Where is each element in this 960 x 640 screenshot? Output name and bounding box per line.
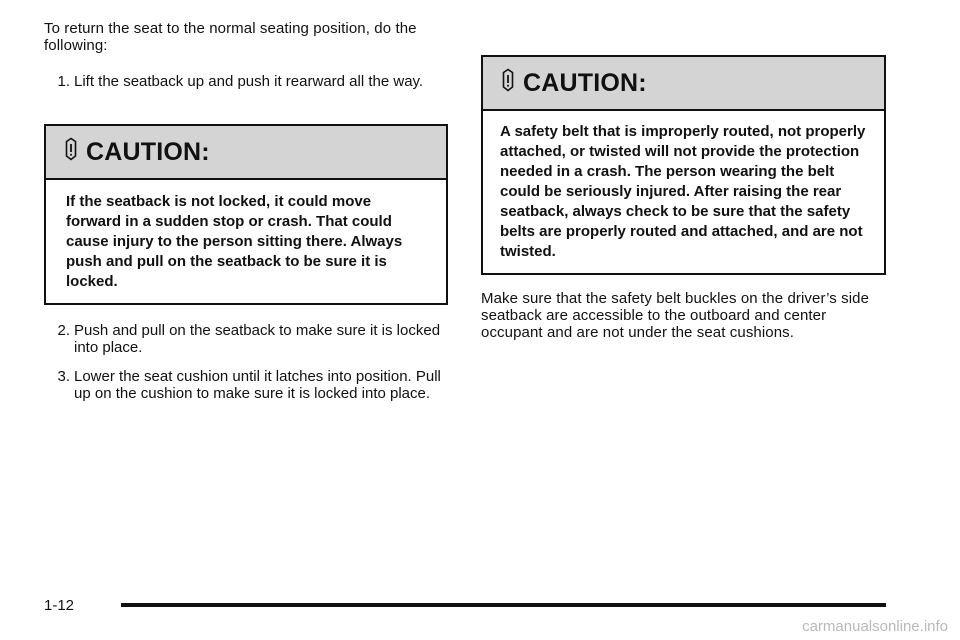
list-item bbox=[44, 322, 448, 356]
step-number: 3. bbox=[57, 368, 70, 385]
steps-list-first bbox=[44, 73, 448, 90]
step-text: Lift the seatback up and push it rearward all the way. bbox=[74, 73, 424, 90]
intro-paragraph: To return the seat to the normal seating position, do the following: bbox=[44, 20, 417, 54]
step-text: Lower the seat cushion until it latches into position. Pull up on the cushion to make sure it is locked into place. bbox=[74, 368, 441, 402]
step-number: 2. bbox=[57, 322, 70, 339]
caution-text: If the seatback is not locked, it could move forward in a sudden stop or crash. That could cause injury to the person sitting there. Always push and pull on the seatback to be sure it is locked. bbox=[66, 193, 403, 290]
step-text: Push and pull on the seatback to make sure it is locked into place. bbox=[74, 322, 441, 356]
caution-title: CAUTION: bbox=[523, 68, 647, 97]
page-number: 1-12 bbox=[44, 597, 75, 614]
watermark-text: carmanualsonline.info bbox=[802, 618, 948, 635]
buckle-paragraph: Make sure that the safety belt buckles on the driver’s side seatback are accessible to the outboard and center occupant and are not under the seat cushions. bbox=[481, 290, 870, 341]
caution-title: CAUTION: bbox=[86, 137, 210, 166]
caution-box bbox=[44, 124, 448, 305]
list-item bbox=[44, 368, 448, 402]
caution-text: A safety belt that is improperly routed, not properly attached, or twisted will not provide the protection needed in a crash. The person wearing the belt could be seriously injured. After raising the rear seatback, always check to be sure that the safety belts are properly routed and attached, and are not twisted. bbox=[500, 123, 866, 260]
caution-box bbox=[481, 55, 886, 275]
footer-divider bbox=[121, 603, 886, 607]
list-item bbox=[44, 73, 448, 90]
warning-icon bbox=[60, 137, 82, 161]
warning-icon bbox=[497, 68, 519, 92]
steps-list-second bbox=[44, 322, 448, 414]
step-number: 1. bbox=[57, 73, 70, 90]
caution-header bbox=[46, 126, 446, 180]
caution-header bbox=[483, 57, 884, 111]
